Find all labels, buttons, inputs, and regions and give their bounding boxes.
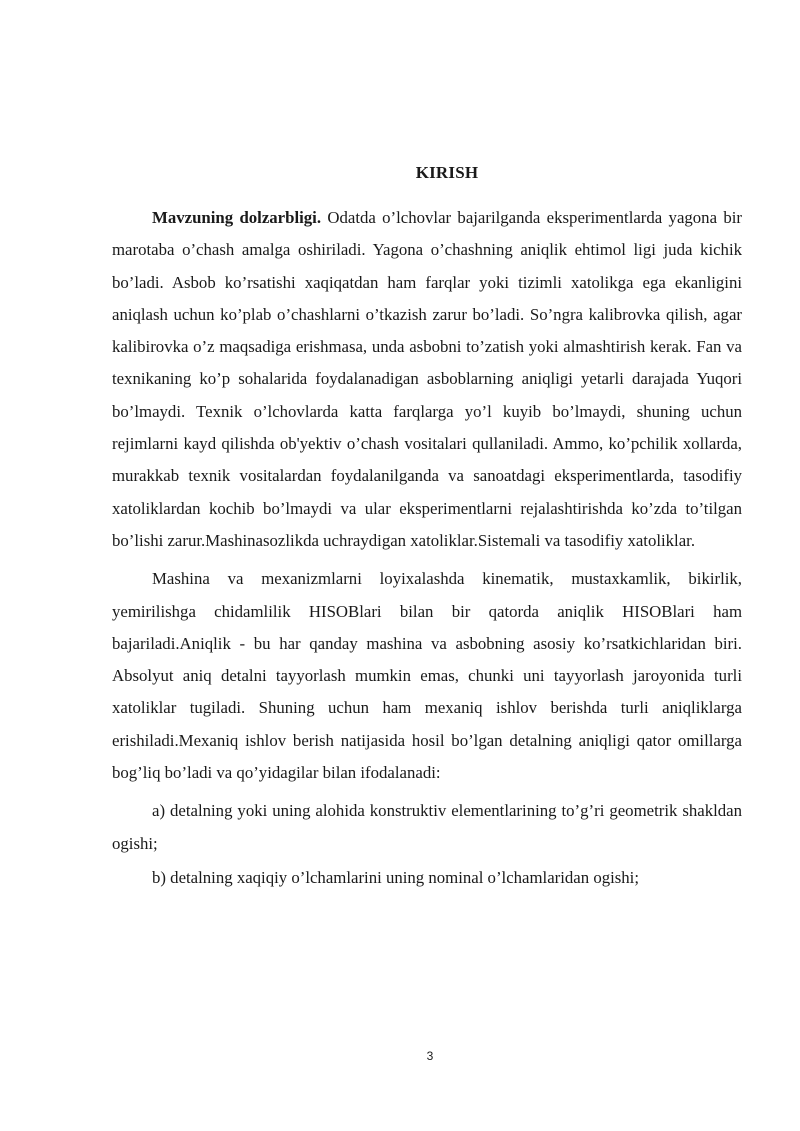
list-item-b — [112, 862, 742, 894]
page-number: 3 — [426, 1049, 434, 1063]
paragraph-accuracy — [112, 563, 742, 789]
paragraph-text: b) detalning xaqiqiy o’lchamlarini uning nominal o’lchamlaridan ogishi; — [152, 867, 640, 887]
section-title: KIRISH — [415, 163, 479, 182]
paragraph-text: Odatda o’lchovlar bajarilganda eksperimentlarda yagona bir marotaba o’chash amalga oshiriladi. Yagona o’chashning aniqlik ehtimol ligi juda kichik bo’ladi. Asbob ko’rsatishi xaqiqatdan ham farqlar yoki tizimli xatolikga ega ekanligini aniqlash uchun ko’plab o’chashlarni o’tkazish zarur bo’ladi. So’ngra kalibrovka qilish, agar kalibirovka o’z maqsadiga erishmasa, unda asbobni to’zatish yoki almashtirish kerak. Fan va texnikaning ko’p sohalarida foydalanadigan asboblarning aniqligi yetarli darajada Yuqori bo’lmaydi. Texnik o’lchovlarda katta farqlarga yo’l kuyib bo’lmaydi, shuning uchun rejimlarni kayd qilishda ob'yektiv o’chash vositalari qullaniladi. Ammo, ko’pchilik xollarda, murakkab texnik vositalardan foydalanilganda va sanoatdagi eksperimentlarda, tasodifiy xatoliklardan kochib bo’lmaydi va ular eksperimentlarni rejalashtirishda ko’zda to’tilgan bo’lishi zarur.Mashinasozlikda uchraydigan xatoliklar.Sistemali va tasodifiy xatoliklar. — [112, 208, 742, 550]
paragraph-text: a) detalning yoki uning alohida konstruktiv elementlarining to’g’ri geometrik shakldan ogishi; — [112, 801, 742, 853]
page-content — [112, 161, 742, 900]
paragraph-lead: Mavzuning dolzarbligi. — [152, 208, 322, 227]
paragraph-relevance — [112, 202, 742, 557]
list-item-a — [112, 795, 742, 860]
paragraph-text: Mashina va mexanizmlarni loyixalashda kinematik, mustaxkamlik, bikirlik, yemirilishga chidamlilik HISOBlari bilan bir qatorda aniqlik HISOBlari ham bajariladi.Aniqlik - bu har qanday mashina va asbobning asosiy ko’rsatkichlaridan biri. Absolyut aniq detalni tayyorlash mumkin emas, chunki uni tayyorlash jaroyonida turli xatoliklar tugiladi. Shuning uchun ham mexaniq ishlov berishda turli aniqliklarga erishiladi.Mexaniq ishlov berish natijasida hosil bo’lgan detalning aniqligi qator omillarga bog’liq bo’ladi va qo’yidagilar bilan ifodalanadi: — [112, 569, 742, 783]
